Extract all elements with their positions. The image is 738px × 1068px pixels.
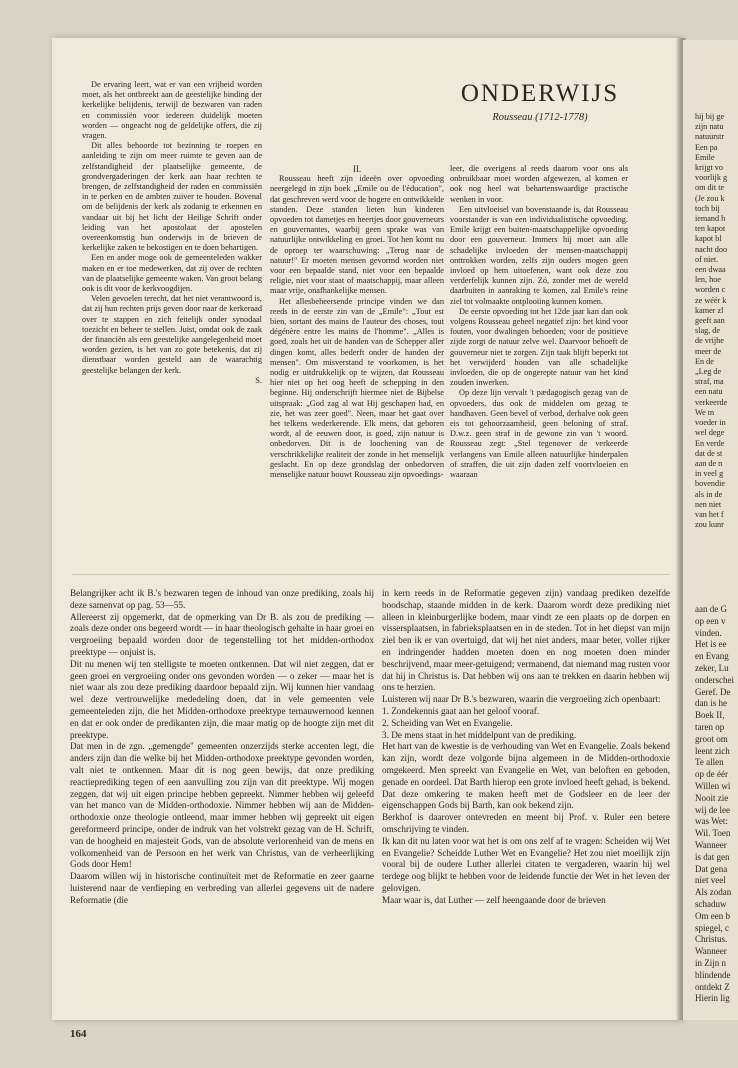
paragraph: De eerste opvoeding tot het 12de jaar kan dan ook volgens Rousseau geheel negatief zijn: het kind voor fouten, voor dwalingen behoeden; voor de positieve zijde zorgt de natuur zelve wel. Daarvoor behoeft de gouverneur niet te zorgen. Zijn taak blijft beperkt tot het verwijderd houden van alle schadelijke invloeden, die op de ongerepte natuur van het kind zouden inwerken. [450,306,628,388]
cropped-line: straf, ma [695,377,724,387]
cropped-line: meer de [695,346,722,356]
cropped-line: kapot bl [695,234,722,244]
cropped-line: Een pa [695,142,718,152]
cropped-line: Om een b [695,910,730,921]
cropped-line: Willen wi [695,780,731,791]
cropped-line: kamer zl [695,305,724,315]
right-page-top-text [695,112,727,530]
cropped-line: Geref. De [695,686,731,697]
signature: S. [255,375,262,385]
paragraph: Een en ander moge ook de gemeenteleden wakker maken en er toe medewerken, dat zij over de rechten van de plaatselijke gemeente waken. Van groot belang ook is dit voor de kerkvoogdijen. [82,253,262,294]
cropped-line: Als zodan [695,887,732,898]
cropped-line: wij de lee [695,804,730,815]
cropped-line: aan de n [695,458,723,468]
cropped-line: is dat gen [695,851,730,862]
cropped-line: zijn natu [695,122,724,132]
cropped-line: groot om [695,733,728,744]
cropped-line: van het f [695,509,724,519]
lower-right-column [382,588,670,1018]
cropped-line: Christus. [695,934,728,945]
cropped-line: Dat gena [695,863,728,874]
cropped-line: een natu [695,387,723,397]
paragraph: Belangrijker acht ik B.'s bezwaren tegen de inhoud van onze prediking, zoals hij deze samenvat op pag. 53—55. [70,588,374,610]
cropped-line: voorlijk g [695,173,728,183]
cropped-line: een dwaa [695,265,726,275]
cropped-line: niet veel [695,875,726,886]
cropped-line: blindende [695,969,731,980]
cropped-line: en Evang [695,651,729,662]
right-page-edge [682,40,738,1020]
paragraph: Luisteren wij naar Dr B.'s bezwaren, waarin die vergroeiing zich openbaart: [382,694,661,705]
cropped-line: in Zijn n [695,957,726,968]
cropped-line: hij bij ge [695,112,725,121]
cropped-line: geeft aan [695,316,725,326]
cropped-line: Emile [695,152,715,162]
cropped-line: En de [695,356,714,366]
cropped-line: of niet. [695,254,719,264]
cropped-line: „Leg de [695,367,722,377]
paragraph: Velen gevoelen terecht, dat het niet verantwoord is, dat zij hun rechten prijs geven door naar de kerkeraad over te stappen en zich feitelijk onder synodaal toezicht en beheer te stellen. Juist, omdat ook de zaak der financiën als een geestelijke aangelegenheid moet worden gezien, is het van zo gote betekenis, dat zij dienstbaar worden gesteld aan de waarachtig geestelijke belangen der kerk. [82,294,262,375]
column-3 [450,164,628,508]
paragraph: Dat men in de zgn. „gemengde" gemeenten onzerzijds sterke accenten legt, die anders zijn dan die welke bij het Midden-orthodoxe preektype gevonden worden, valt niet te ontkennen. Maar dit is nog geen bewijs, dat onze prediking reactieprediking tegen of een aanvulling zou zijn van dit preektype. Wij mogen zeggen, dat wij uit eigen principe hebben gepreekt. Nimmer hebben wij geleefd van het manco van de Midden-orthodoxie. Nimmer hebben wij aan de Midden-orthodoxie onze theologie ontleend, maar immer hebben wij gepreekt uit eigen gereformeerd principe, onder de indruk van het volstrekt gezag van de H. Schrift, van de hoogheid en majesteit Gods, van de absolute verlorenheid van de mens en volkomenheid van de Persoon en het werk van Christus, van de verheerlijking Gods door Hem! [70,741,374,870]
cropped-line: leent zich [695,745,730,756]
cropped-line: Boek II, [695,710,725,721]
divider [72,574,670,575]
cropped-line: Het is ee [695,639,727,650]
cropped-line: bovendie [695,479,726,489]
right-page-bottom-text [695,604,734,1005]
section-number: II. [352,164,362,174]
article-subtitle: Rousseau (1712-1778) [492,112,588,123]
paragraph: De ervaring leert, wat er van een vrijheid worden moet, als het ontbreekt aan de geestelijke binding der kerkelijke belijdenis, terwijl de bezwaren van raden en commissiën voor iedereen duidelijk moeten worden — ongeacht nog de geldelijke offers, die zij vragen. [82,80,262,141]
cropped-line: ontdekt Z [695,981,730,992]
cropped-line: worden c [695,285,726,295]
cropped-line: op een v [695,615,726,626]
cropped-line: We m [695,407,715,417]
cropped-line: iemand h [695,214,726,224]
cropped-line: (Je zou k [695,193,725,203]
cropped-line: om dit te [695,183,725,193]
cropped-line: voeder in [695,418,726,428]
cropped-line: Hierin lig [695,993,730,1004]
cropped-line: dan is he [695,698,727,709]
paragraph: Het hart van de kwestie is de verhouding van Wet en Evangelie. Zoals bekend kan zijn, wordt deze volgorde bijna algemeen in de Midden-orthodoxie omgekeerd. Men spreekt van Evangelie en Wet, van beloften en geboden, genade en oordeel. Dat Barth hierop een grote invloed heeft gehad, is bekend. Dat deze omkering te maken heeft met de Godsleer en de leer der eigenschappen Gods bij Barth, kan ook bekend zijn. [382,741,670,811]
cropped-line: zeker, Lu [695,662,729,673]
cropped-line: natuurstr [695,132,725,142]
cropped-line: verkeerde [695,397,728,407]
paragraph: Rousseau heeft zijn ideeën over opvoeding neergelegd in zijn boek „Emile ou de l'éducation", dat geschreven werd voor de hogere en ontwikkelde standen. Deze standen lieten hun kinderen opvoeden tot dametjes en heertjes door gouverneurs en gouvernantes, waarbij geen sprake was van natuurlijke ontwikkeling en groei. Tot hen komt nu de oproep ter waarschuwing: „Terug naar de natuur!" Er moeten mensen gevormd worden niet voor een bepaalde stand, niet voor een bepaalde religie, niet voor staat of maatschappij, maar alleen maar vrije, onafhankelijke mensen. [270,174,444,296]
cropped-line: vinden. [695,627,722,638]
cropped-line: Nooit zie [695,792,729,803]
cropped-line: taren op [695,721,725,732]
cropped-line: En verde [695,438,725,448]
cropped-line: Wanneer [695,839,727,850]
paragraph: Allereerst zij opgemerkt, dat de opmerking van Dr B. als zou de prediking — zoals deze onder ons begeerd wordt — in haar theologisch gehalte in haar groei en vergroeiing bepaald worden door de tegenstelling tot het midden-orthodox preektype — onjuist is. [70,611,374,657]
cropped-line: dat de st [695,448,723,458]
list-item: 1. Zondekennis gaat aan het geloof vooraf. [382,705,540,716]
column-1 [82,80,262,508]
cropped-line: ten kapot [695,224,726,234]
cropped-line: spiegel, c [695,922,729,933]
paragraph: Berkhof is daarover ontevreden en meent bij Prof. v. Ruler een betere omschrijving te vinden. [382,812,670,834]
cropped-line: zou kunr [695,520,724,530]
cropped-line: ze wéér k [695,295,727,305]
paragraph: Ik kan dit nu laten voor wat het is om ons zelf af te vragen: Scheiden wij Wet en Evangelie? Scheidde Luther Wet en Evangelie? Het zou niet moeilijk zijn vooral bij de oudere Luther allerlei citaten te vergaderen, waarin hij wel terdege oog blijkt te hebben voor de leidende functie der Wet in het leven der gelovigen. [382,835,670,893]
cropped-line: onderschei [695,674,734,685]
paragraph: in kern reeds in de Reformatie gegeven zijn) vandaag prediken dezelfde boodschap, staande midden in de kerk. Daarom wordt deze prediking niet alleen in kleinburgerlijke bodem, maar vindt ze een plaats op de dorpen en vissersplaatsen, in fabrieksplaatsen en in de steden. Tot in het diepst van mijn ziel ben ik er van overtuigd, dat wij het niet anders, maar beter, voller rijker en indringender hadden moeten doen en nog moeten doen minder beschrijvend, maar meer-getuigend; vermanend, dat niemand mag rusten voor dat hij in Christus is. Dat hebben wij ons aan te trekken en daarin hebben wij ons te herzien. [382,588,670,693]
cropped-line: slag, de [695,326,721,336]
cropped-line: nacht doo [695,244,728,254]
list-item: 2. Scheiding van Wet en Evangelie. [382,717,513,728]
cropped-line: de vrijhe [695,336,724,346]
paragraph: Maar waar is, dat Luther — zelf heengaande door de brieven [382,894,606,905]
cropped-line: wel dege [695,428,725,438]
cropped-line: in veel g [695,469,724,479]
cropped-line: Wil. Toen [695,828,731,839]
cropped-line: schaduw [695,898,727,909]
list-item: 3. De mens staat in het middelpunt van de prediking. [382,729,577,740]
paragraph: Een uitvloeisel van bovenstaande is, dat Rousseau voorstander is van een individualistische opvoeding. Emile krijgt een buiten-maatschappelijke opvoeding door een gouverneur. Immers hij moet aan alle schadelijke invloeden der mensen-maatschappij onttrokken worden, zelfs zijn ouders mogen geen invloed op hem uitoefenen, want ook deze zou verderfelijk kunnen zijn. Zó, zonder met de wereld daarbuiten in aanraking te komen, zal Emile's reine ziel tot volmaakte ontplooiing kunnen komen. [450,204,628,306]
cropped-line: toch bij [695,203,720,213]
cropped-line: op de éér [695,769,728,780]
cropped-line: aan de G [695,604,727,614]
page-number: 164 [70,1028,87,1040]
cropped-line: Te allen [695,757,724,768]
column-2 [270,164,444,508]
paragraph: Het allesbeheersende principe vinden we dan reeds in de eerste zin van de „Emile": „Tout est bien, sortant des mains de l'auteur des choses, tout dégénère entre les mains de l'homme". „Alles is goed, zoals het uit de handen van de Schepper aller dingen komt, alles bederft onder de handen der mensen". Om misverstand te voorkomen, is het nodig er uitdrukkelijk op te wijzen, dat Rousseau hier niet op het oog heeft de schepping in den beginne. Hij onderschrijft hiermee niet de Bijbelse uitspraak: „God zag al wat Hij geschapen had, en zie, het was zeer goed". Neen, maar het gaat over het telkens wederkerende. Elk mens, dat geboren wordt, al de eeuwen door, is goed, zijn natuur is onbedorven. Dit is de loochening van de verschrikkelijke realiteit der zonde in het menselijk geslacht. En op deze grondslag der onbedorven menselijke natuur bouwt Rousseau zijn opvoedings- [270,296,444,480]
paragraph: Op deze lijn vervalt 't pædagogisch gezag van de opvoeders, dus ook de middelen om gezag te handhaven. Geen bevel of verbod, derhalve ook geen eis tot gehoorzaamheid, geen beloning of straf. D.w.z. geen straf in de gewone zin van 't woord. Rousseau zegt: „Stel tegenover de verkeerde verlangens van Emile alleen natuurlijke hinderpalen of straffen, die uit zijn daden zelf voortvloeien en waaraan [450,388,628,480]
cropped-line: was Wet: [695,816,728,827]
cropped-line: als in de [695,489,723,499]
cropped-line: Wanneer [695,946,727,957]
paragraph: Daarom willen wij in historische continuïteit met de Reformatie en zeer gaarne luisterend naar de verdieping en verbreding van allerlei gegevens uit de nadere Reformatie (die [70,871,374,905]
paragraph: Dit alles behoorde tot bezinning te roepen en aanleiding te zijn om meer ruimte te geven aan de zelfstandigheid der plaatselijke gemeente, de grondvergaderingen der kerk aan haar rechten te brengen, de zelfstandigheid der raden en commissiën in te perken en de ambten zuiver te houden. Bovenal om de belijdenis der kerk als zodanig te erkennen en vandaar uit bij het licht der Heilige Schrift onder leiding van het apostolaat der apostelen overeenkomstig hun onderwijs in de brieven de kerkelijke zaken te bekostigen en te doen behartigen. [82,141,262,253]
left-page [52,38,682,1040]
article-title: ONDERWIJS [460,80,620,107]
cropped-line: nen niet [695,499,722,509]
lower-left-column [70,588,374,1018]
cropped-line: len, hoe [695,275,721,285]
cropped-line: krijgt vo [695,163,723,173]
paragraph: Dit nu menen wij ten stelligste te moeten ontkennen. Dat wil niet zeggen, dat er geen groei en vergroeiing onder ons gevonden worden — o zeker — maar het is niet waar als zou deze prediking daardoor bepaald zijn. Wij kunnen hier vandaag wel deze vertrouwelijke mededeling doen, dat in vele gemeenten vele gemeenteleden zijn, die het Midden-orthodoxe preektype ternauwernood kennen en dat er ook onder de predikanten zijn, die maar matig op de hoogte zijn met dit preektype. [70,658,374,740]
paragraph: leer, die overigens al reeds daarom voor ons als onbruikbaar moet worden afgewezen, al komen er ook nog heel wat behartenswaardige practische wenken in voor. [450,164,628,204]
